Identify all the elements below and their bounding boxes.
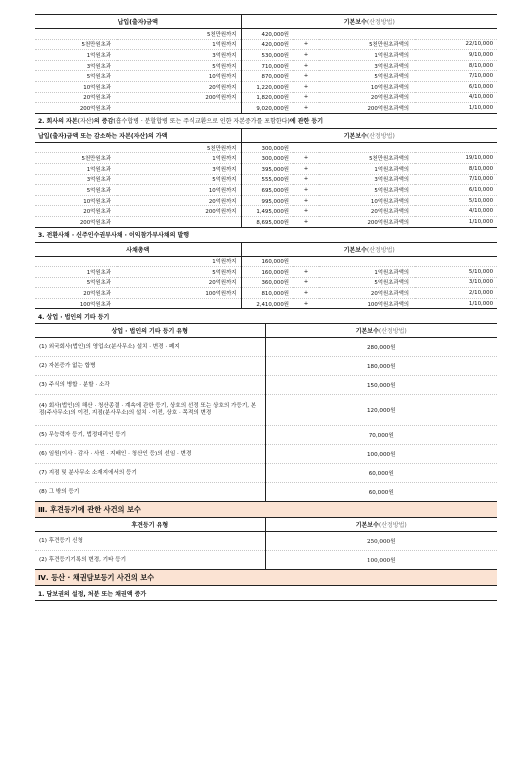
cell-base-fee: 60,000원 (265, 464, 497, 483)
cell-rate: 5/10,000 (415, 195, 497, 206)
cell-excess-label (319, 29, 415, 40)
cell-rate: 7/10,000 (415, 71, 497, 82)
cell-base-fee: 150,000원 (265, 376, 497, 395)
table-row (35, 206, 497, 217)
cell-base-fee: 420,000원 (241, 29, 293, 40)
cell-excess-label (319, 142, 415, 153)
section-title-bonds: 3. 전환사채 · 신주인수권부사채 · 이익참가부사채의 발행 (35, 228, 497, 243)
cell-base-fee: 1,820,000원 (241, 92, 293, 103)
cell-range-to: 5억원까지 (117, 174, 241, 185)
table-row (35, 81, 497, 92)
cell-registration-type: (5) 무능력자 등기, 법정대리인 등기 (35, 426, 265, 445)
column-header-amount: 납입(출자)금액 또는 감소하는 자본(자산)의 가액 (35, 129, 241, 143)
cell-range-from: 200억원초과 (35, 103, 117, 114)
cell-base-fee: 995,000원 (241, 195, 293, 206)
cell-range-to: 3억원까지 (117, 163, 241, 174)
cell-base-fee: 100,000원 (265, 445, 497, 464)
capital-fee-rows (35, 29, 497, 114)
cell-range-to: 20억원까지 (117, 277, 241, 288)
cell-rate: 1/10,000 (415, 103, 497, 114)
cell-excess-label: 10억원초과액의 (319, 81, 415, 92)
cell-base-fee: 1,220,000원 (241, 81, 293, 92)
other-registration-table (35, 324, 497, 502)
table-row (35, 483, 497, 502)
cell-base-fee: 280,000원 (265, 338, 497, 357)
column-header-bond-total: 사채총액 (35, 243, 241, 257)
table-row (35, 256, 497, 267)
table-row (35, 195, 497, 206)
section-title-capital-change: 2. 회사의 자본 (자산) 의 증감 (흡수합병 · 분할합병 또는 주식교환으로 인한 자본증가를 포함한다) 에 관한 등기 (35, 114, 497, 129)
table-row (35, 92, 497, 103)
cell-plus-sign: + (293, 60, 319, 71)
column-header-fee: 기본보수(산정방법) (241, 243, 497, 257)
cell-range-from: 1억원초과 (35, 163, 117, 174)
cell-range-from (35, 29, 117, 40)
cell-rate: 6/10,000 (415, 185, 497, 196)
cell-rate: 4/10,000 (415, 92, 497, 103)
cell-registration-type: (4) 회사(법인)의 해산 · 청산종결 · 계속에 관한 등기, 상호의 선정 또는 상호의 가등기, 본점(주사무소)의 이전, 지점(분사무소)의 설치 · 이전, 상호 · 목적의 변경 (35, 395, 265, 426)
cell-base-fee: 870,000원 (241, 71, 293, 82)
cell-range-to: 1억원까지 (117, 39, 241, 50)
cell-range-from: 1억원초과 (35, 267, 117, 278)
cell-rate (415, 142, 497, 153)
cell-rate: 3/10,000 (415, 277, 497, 288)
cell-plus-sign: + (293, 71, 319, 82)
cell-range-to: 1억원까지 (117, 153, 241, 164)
cell-range-to: 10억원까지 (117, 71, 241, 82)
cell-excess-label: 200억원초과액의 (319, 216, 415, 227)
table-row (35, 71, 497, 82)
cell-excess-label: 1억원초과액의 (319, 267, 415, 278)
table-row (35, 216, 497, 227)
cell-rate: 22/10,000 (415, 39, 497, 50)
chapter-title-movable-collateral: Ⅳ. 등산 · 채권담보등기 사건의 보수 (35, 570, 497, 586)
cell-range-to: 5천만원까지 (117, 142, 241, 153)
cell-registration-type: (2) 후견등기기록의 변경, 기타 등기 (35, 551, 265, 570)
cell-range-from: 5억원초과 (35, 71, 117, 82)
table-row (35, 338, 497, 357)
column-header-fee: 기본보수(산정방법) (241, 15, 497, 29)
cell-range-to: 5억원까지 (117, 60, 241, 71)
cell-range-to: 200억원까지 (117, 206, 241, 217)
table-row (35, 163, 497, 174)
cell-plus-sign: + (293, 267, 319, 278)
cell-rate: 8/10,000 (415, 163, 497, 174)
cell-base-fee: 180,000원 (265, 357, 497, 376)
column-header-type: 상업 · 법인의 기타 등기 유형 (35, 324, 265, 338)
cell-base-fee: 810,000원 (241, 288, 293, 299)
cell-range-from: 5억원초과 (35, 185, 117, 196)
table-row (35, 29, 497, 40)
cell-rate: 8/10,000 (415, 60, 497, 71)
cell-plus-sign (293, 142, 319, 153)
other-registration-rows (35, 338, 497, 502)
table-row (35, 532, 497, 551)
cell-excess-label: 20억원초과액의 (319, 288, 415, 299)
cell-base-fee: 360,000원 (241, 277, 293, 288)
cell-range-to: 3억원까지 (117, 50, 241, 61)
cell-base-fee: 300,000원 (241, 153, 293, 164)
cell-base-fee: 9,020,000원 (241, 103, 293, 114)
table-row (35, 103, 497, 114)
table-row (35, 426, 497, 445)
table-row (35, 174, 497, 185)
capital-fee-table (35, 15, 497, 114)
cell-excess-label: 1억원초과액의 (319, 163, 415, 174)
guardianship-fee-rows (35, 532, 497, 570)
cell-range-from: 3억원초과 (35, 174, 117, 185)
cell-rate: 19/10,000 (415, 153, 497, 164)
column-header-fee: 기본보수(산정방법) (241, 129, 497, 143)
cell-range-to: 5억원까지 (117, 267, 241, 278)
column-header-type: 후견등기 유형 (35, 518, 265, 532)
cell-range-from: 20억원초과 (35, 206, 117, 217)
table-row (35, 288, 497, 299)
cell-range-to: 100억원까지 (117, 288, 241, 299)
guardianship-fee-table (35, 518, 497, 570)
cell-base-fee: 60,000원 (265, 483, 497, 502)
cell-excess-label: 5억원초과액의 (319, 71, 415, 82)
cell-registration-type: (6) 임원(이사 · 감사 · 사원 · 지배인 · 청산인 등)의 선임 · 변경 (35, 445, 265, 464)
cell-range-from: 10억원초과 (35, 195, 117, 206)
table-row (35, 395, 497, 426)
cell-excess-label: 20억원초과액의 (319, 206, 415, 217)
cell-plus-sign (293, 29, 319, 40)
cell-plus-sign: + (293, 298, 319, 309)
cell-range-to: 1억원까지 (117, 256, 241, 267)
cell-base-fee: 250,000원 (265, 532, 497, 551)
cell-base-fee: 120,000원 (265, 395, 497, 426)
table-row (35, 551, 497, 570)
cell-base-fee: 530,000원 (241, 50, 293, 61)
cell-plus-sign: + (293, 288, 319, 299)
table-row (35, 185, 497, 196)
cell-plus-sign: + (293, 153, 319, 164)
cell-plus-sign: + (293, 81, 319, 92)
cell-rate: 6/10,000 (415, 81, 497, 92)
section-title-security-interest: 1. 담보권의 설정, 처분 또는 채권액 증가 (35, 586, 497, 601)
cell-range-to: 5천만원까지 (117, 29, 241, 40)
chapter-title-guardianship: Ⅲ. 후견등기에 관한 사건의 보수 (35, 502, 497, 518)
cell-plus-sign: + (293, 185, 319, 196)
cell-range-from (35, 256, 117, 267)
cell-registration-type: (2) 자본증가 없는 합병 (35, 357, 265, 376)
table-row (35, 357, 497, 376)
cell-plus-sign: + (293, 216, 319, 227)
table-row (35, 142, 497, 153)
cell-excess-label: 200억원초과액의 (319, 103, 415, 114)
cell-range-from: 20억원초과 (35, 92, 117, 103)
column-header-fee: 기본보수(산정방법) (265, 324, 497, 338)
cell-range-from (35, 142, 117, 153)
section-title-other-registration: 4. 상업 · 법인의 기타 등기 (35, 309, 497, 324)
cell-range-to: 10억원까지 (117, 185, 241, 196)
cell-base-fee: 420,000원 (241, 39, 293, 50)
table-row (35, 50, 497, 61)
cell-excess-label: 10억원초과액의 (319, 195, 415, 206)
cell-excess-label: 20억원초과액의 (319, 92, 415, 103)
cell-base-fee: 2,410,000원 (241, 298, 293, 309)
capital-change-fee-table (35, 129, 497, 228)
table-row (35, 298, 497, 309)
fee-schedule-document (35, 14, 497, 601)
bond-fee-table (35, 243, 497, 310)
cell-range-from: 200억원초과 (35, 216, 117, 227)
cell-range-from: 5천만원초과 (35, 39, 117, 50)
cell-rate: 9/10,000 (415, 50, 497, 61)
table-row (35, 153, 497, 164)
table-row (35, 445, 497, 464)
cell-excess-label: 5억원초과액의 (319, 277, 415, 288)
cell-rate: 1/10,000 (415, 298, 497, 309)
cell-range-to (117, 216, 241, 227)
cell-base-fee: 555,000원 (241, 174, 293, 185)
cell-base-fee: 710,000원 (241, 60, 293, 71)
cell-rate (415, 29, 497, 40)
cell-plus-sign: + (293, 50, 319, 61)
cell-base-fee: 395,000원 (241, 163, 293, 174)
cell-range-to: 20억원까지 (117, 81, 241, 92)
cell-registration-type: (1) 외국회사(법인)의 영업소(분사무소) 설치 · 변경 · 폐지 (35, 338, 265, 357)
cell-rate: 4/10,000 (415, 206, 497, 217)
bond-fee-rows (35, 256, 497, 309)
cell-base-fee: 160,000원 (241, 267, 293, 278)
cell-range-to (117, 103, 241, 114)
cell-excess-label: 5억원초과액의 (319, 185, 415, 196)
cell-range-from: 5억원초과 (35, 277, 117, 288)
table-row (35, 376, 497, 395)
table-row (35, 267, 497, 278)
cell-plus-sign: + (293, 206, 319, 217)
cell-excess-label: 5천만원초과액의 (319, 153, 415, 164)
cell-base-fee: 695,000원 (241, 185, 293, 196)
cell-base-fee: 300,000원 (241, 142, 293, 153)
cell-plus-sign: + (293, 103, 319, 114)
cell-excess-label (319, 256, 415, 267)
cell-range-to: 20억원까지 (117, 195, 241, 206)
table-row (35, 39, 497, 50)
table-row (35, 277, 497, 288)
cell-range-from: 100억원초과 (35, 298, 117, 309)
cell-base-fee: 1,495,000원 (241, 206, 293, 217)
cell-excess-label: 1억원초과액의 (319, 50, 415, 61)
cell-plus-sign: + (293, 277, 319, 288)
cell-base-fee: 8,695,000원 (241, 216, 293, 227)
column-header-amount: 납입(출자)금액 (35, 15, 241, 29)
cell-registration-type: (8) 그 밖의 등기 (35, 483, 265, 502)
cell-plus-sign: + (293, 92, 319, 103)
cell-rate: 2/10,000 (415, 288, 497, 299)
cell-base-fee: 160,000원 (241, 256, 293, 267)
cell-registration-type: (1) 후견등기 신청 (35, 532, 265, 551)
table-row (35, 60, 497, 71)
column-header-fee: 기본보수(산정방법) (265, 518, 497, 532)
cell-registration-type: (3) 주식의 병합 · 분할 · 소각 (35, 376, 265, 395)
cell-excess-label: 3억원초과액의 (319, 174, 415, 185)
cell-base-fee: 100,000원 (265, 551, 497, 570)
cell-plus-sign (293, 256, 319, 267)
cell-rate (415, 256, 497, 267)
cell-plus-sign: + (293, 195, 319, 206)
cell-range-from: 20억원초과 (35, 288, 117, 299)
cell-base-fee: 70,000원 (265, 426, 497, 445)
cell-rate: 7/10,000 (415, 174, 497, 185)
capital-change-fee-rows (35, 142, 497, 227)
cell-excess-label: 100억원초과액의 (319, 298, 415, 309)
cell-range-to (117, 298, 241, 309)
cell-range-from: 5천만원초과 (35, 153, 117, 164)
cell-registration-type: (7) 지점 및 분사무소 소재지에서의 등기 (35, 464, 265, 483)
cell-range-from: 3억원초과 (35, 60, 117, 71)
cell-plus-sign: + (293, 163, 319, 174)
cell-range-from: 10억원초과 (35, 81, 117, 92)
cell-rate: 1/10,000 (415, 216, 497, 227)
cell-plus-sign: + (293, 39, 319, 50)
cell-range-to: 200억원까지 (117, 92, 241, 103)
cell-excess-label: 3억원초과액의 (319, 60, 415, 71)
cell-rate: 5/10,000 (415, 267, 497, 278)
cell-range-from: 1억원초과 (35, 50, 117, 61)
table-row (35, 464, 497, 483)
cell-plus-sign: + (293, 174, 319, 185)
cell-excess-label: 5천만원초과액의 (319, 39, 415, 50)
